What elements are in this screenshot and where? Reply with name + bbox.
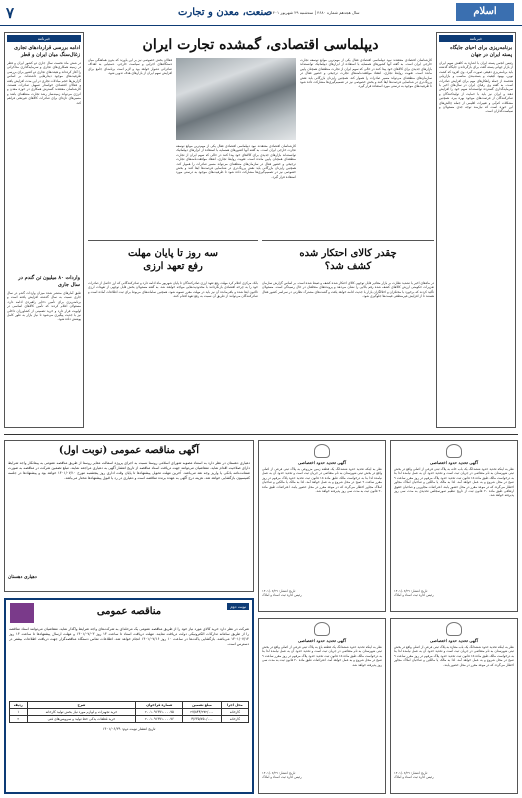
legal-notices-grid [258,440,518,794]
right-box-label: خبرنامه [439,35,513,42]
tender1-ad [4,440,254,592]
table-cell: خرید تجهیزات و لوازم مورد نیاز بخش تولید کارخانه [27,709,136,716]
table-cell: ۱ [10,709,28,716]
lead-body-center: کارشناسان اقتصادی معتقدند نبود دیپلماسی اقتصادی فعال یکی از مهم‌ترین موانع توسعه تجارت خارجی ایران است. به گفته آنها کشورهای همسایه با استفاده از ابزارهای دیپلماتیک توانسته‌اند بازارهای جدیدی برای کالاهای خود پیدا کنند در حالی که سهم ایران از تجارت منطقه‌ای همچنان پایین مانده است. تقویت روابط تجاری، انعقاد موافقت‌نامه‌های تجارت ترجیحی و حضور فعال در سازمان‌های منطقه‌ای می‌تواند مسیر صادرات را هموار کند. همچنین رایزنان بازرگانی باید نقش پررنگ‌تری در شناسایی فرصت‌ها ایفا کنند و بخش خصوصی نیز در تصمیم‌گیری‌ها مشارکت داده شود تا ظرفیت‌های موجود به درستی مورد استفاده قرار گیرد. [176,144,296,179]
left-news-column [4,32,84,428]
table-cell: کارخانه [221,709,248,716]
table-header-cell: مبلغ تضمین [183,702,222,709]
table-header-cell: ردیف [10,702,28,709]
hoarding-title-line2: کشف شد؟ [324,261,372,272]
hoarding-title-line1: چقدر کالای احتکار شده [299,248,397,259]
notice-title: آگهی تحدید حدود اختصاصی [429,460,479,465]
table-cell: ۴/۶۳۵/۷۵۰/۰۰۰ [183,716,222,723]
tender2-ad [4,598,254,794]
currency-title-line2: رفع تعهد ارزی [143,261,203,272]
notice-title: آگهی تحدید حدود اختصاصی [297,638,347,643]
notice-signature: رئیس اداره ثبت اسناد و املاک [262,593,302,597]
left-item1-title: ادامه بررسی قراردادهای تجاری زغال‌سنگ میان ایران و قطر [14,45,80,58]
hoarding-body: در ماه‌های اخیر با تشدید نظارت بر بازار مقادیر قابل توجهی کالای احتکار شده کشف و ضبط شده است. بر اساس گزارش سازمان تعزیرات حکومتی ارزش کالاهای کشف شده رقم بالایی را نشان می‌دهد و پرونده‌های متخلفان در حال رسیدگی است. مسئولان تأکید کردند که برخورد با محتکران و اخلالگران بازار با جدیت ادامه خواهد یافت و گشت‌های مشترک نظارتی در سراسر کشور فعال هستند تا از افزایش غیرمنطقی قیمت‌ها جلوگیری شود. [262,281,434,299]
notice-signature: رئیس اداره ثبت اسناد و املاک [394,775,434,779]
currency-title-line1: سه روز تا پایان مهلت [127,248,219,259]
left-item2-title: واردات ۸۰ میلیون تن گندم در سال جاری [18,275,80,288]
notice-card [390,440,518,612]
notice-body: نظر به اینکه تحدید حدود ششدانگ یک قطعه زمین مزروعی به پلاک ثبتی فرعی از اصلی واقع در بخش ثبتی شهرستان به نام متقاضی در جریان ثبت است و تحدید حدود آن به عمل نیامده لذا بنا به درخواست مالک طبق ماده ۱۵ قانون ثبت تحدید حدود پلاک مرقوم در روز مقرر ساعت ۹ صبح در محل شروع و به عمل خواهد آمد. لذا به مالک یا مالکین و صاحبان املاک مجاور اخطار می‌گردد که در موعد مقرر در محل حضور یابند. اعتراضات طبق ماده ۲۰ قانون ثبت به مدت سی روز پذیرفته خواهد شد. [262,467,382,494]
currency-body: بانک مرکزی اعلام کرد مهلت رفع تعهد ارزی صادرکنندگان تا پایان شهریور ماه ادامه دارد و صادرکنندگانی که ارز حاصل از صادرات خود را به چرخه اقتصادی بازنگردانند با محدودیت‌هایی مواجه خواهند شد. به گفته مسئولان بخش قابل توجهی از تعهدات ارزی تاکنون ایفا شده و باقی‌مانده آن نیز باید در مهلت مقرر تسویه شود. همچنین سامانه‌های مربوط برای ثبت اطلاعات آماده است و صادرکنندگان می‌توانند از طریق آن نسبت به رفع تعهد اقدام کنند. [88,281,258,299]
lead-body-right: کارشناسان اقتصادی معتقدند نبود دیپلماسی اقتصادی فعال یکی از مهم‌ترین موانع توسعه تجارت خارجی ایران است. به گفته آنها کشورهای همسایه با استفاده از ابزارهای دیپلماتیک توانسته‌اند بازارهای جدیدی برای کالاهای خود پیدا کنند در حالی که سهم ایران از تجارت منطقه‌ای همچنان پایین مانده است. تقویت روابط تجاری، انعقاد موافقت‌نامه‌های تجارت ترجیحی و حضور فعال در سازمان‌های منطقه‌ای می‌تواند مسیر صادرات را هموار کند. همچنین رایزنان بازرگانی باید نقش پررنگ‌تری در شناسایی فرصت‌ها ایفا کنند و بخش خصوصی نیز در تصمیم‌گیری‌ها مشارکت داده شود تا ظرفیت‌های موجود به درستی مورد استفاده قرار گیرد. [300,58,432,89]
right-news-column [436,32,516,428]
hoarding-article [262,240,434,430]
notice-card [390,618,518,794]
table-cell: ۲۰۰۱۰۹۱۳۷۱۰۰۰۰۷۶ [136,716,183,723]
table-row [10,709,249,716]
table-cell: ۲۷/۸۴۴/۲۷۲/۰۰۰ [183,709,222,716]
notice-card [258,618,386,794]
tender2-table-header [10,702,249,709]
table-header-cell: شماره فراخوان [136,702,183,709]
notice-body: نظر به اینکه تحدید حدود ششدانگ یک باب مغازه به پلاک ثبتی فرعی از اصلی واقع در بخش ثبتی شهرستان به نام متقاضی در جریان ثبت است و تحدید حدود آن به عمل نیامده لذا بنا به درخواست مالک طبق ماده ۱۵ قانون ثبت تحدید حدود پلاک مرقوم در روز مقرر ساعت ۹ صبح در محل شروع و به عمل خواهد آمد. لذا به مالک یا مالکین و صاحبان املاک مجاور اخطار می‌گردد که در موعد مقرر در محل حضور یابند. [394,645,514,667]
notice-date: تاریخ انتشار: ۱۴۰۱/۰۶/۲۹ [394,589,428,593]
table-header-cell: شرح [27,702,136,709]
tender2-table-body [10,709,249,723]
tender2-round-tag: نوبت دوم [227,603,249,610]
notice-body: نظر به اینکه تحدید حدود ششدانگ یک باب خانه به پلاک ثبتی فرعی از اصلی واقع در بخش ثبتی شهرستان به نام متقاضی در جریان ثبت است و تحدید حدود آن به عمل نیامده لذا بنا به درخواست مالک طبق ماده ۱۵ قانون ثبت تحدید حدود پلاک مرقوم در روز مقرر ساعت ۹ صبح در محل شروع و به عمل خواهد آمد. لذا به مالک یا مالکین و صاحبان املاک مجاور اخطار می‌گردد که در موعد مقرر در محل حضور یابند. اعتراضات مجاورین و صاحبان حقوق ارتفاقی طبق ماده ۲۰ قانون ثبت از تاریخ تنظیم صورتمجلس تحدیدی به مدت سی روز پذیرفته خواهد شد. [394,467,514,498]
table-cell: ۲ [10,716,28,723]
notice-signature: رئیس اداره ثبت اسناد و املاک [394,593,434,597]
emblem-icon [314,622,330,636]
company-logo-icon [10,603,34,623]
page-number: ۷ [6,4,15,22]
notice-title: آگهی تحدید حدود اختصاصی [429,638,479,643]
emblem-icon [446,444,462,458]
table-header-cell: محل اجرا [221,702,248,709]
lead-photo-ship [176,58,296,140]
right-article-title: برنامه‌ریزی برای احیای جایگاه پسته ایران در جهان [450,45,512,58]
notice-card [258,440,386,612]
left-item2-body: طبق آمارهای منتشر شده میزان واردات گندم در سال جاری نسبت به سال گذشته افزایش یافته است و برنامه‌ریزی برای تأمین ذخایر راهبردی ادامه دارد. مسئولان اعلام کردند که تأمین کالاهای اساسی در اولویت قرار دارد و خرید تضمینی از کشاورزان داخلی نیز با جدیت پیگیری می‌شود تا نیاز بازار به طور کامل پوشش داده شود. [7,291,81,322]
left-box-label: خبرنامه [7,35,81,42]
newspaper-logo: اسلام [456,3,514,21]
notice-date: تاریخ انتشار: ۱۴۰۱/۰۶/۲۹ [262,589,296,593]
notice-body: نظر به اینکه تحدید حدود ششدانگ یک قطعه باغ به پلاک ثبتی فرعی از اصلی واقع در بخش ثبتی شهرستان به نام متقاضی در جریان ثبت است و تحدید حدود آن به عمل نیامده لذا بنا به درخواست مالک طبق ماده ۱۵ قانون ثبت تحدید حدود پلاک مرقوم در روز مقرر ساعت ۹ صبح در محل شروع و به عمل خواهد آمد. اعتراضات طبق ماده ۲۰ قانون ثبت به مدت سی روز پذیرفته خواهد شد. [262,645,382,667]
tender1-title: آگهی مناقصه عمومی (نوبت اول) [58,445,200,456]
notice-title: آگهی تحدید حدود اختصاصی [297,460,347,465]
tender2-table [9,701,249,723]
currency-article [88,240,258,430]
tender2-body: شرکت در نظر دارد خرید کالای مورد نیاز خود را از طریق مناقصه عمومی یک مرحله‌ای به شرکت‌های واجد شرایط واگذار نماید. متقاضیان می‌توانند اسناد مناقصه را از طریق سامانه تدارکات الکترونیکی دولت دریافت نمایند. مهلت دریافت اسناد تا ساعت ۱۴ روز ۱۴۰۱/۰۷/۰۳ و مهلت ارسال پیشنهادها تا ساعت ۱۴ روز ۱۴۰۱/۰۷/۱۴ می‌باشد. بازگشایی پاکت‌ها در ساعت ۱۰ روز ۱۴۰۱/۰۷/۱۶ انجام خواهد شد. اطلاعات تماس دستگاه مناقصه‌گزار جهت دریافت اطلاعات بیشتر در دسترس است. [9,627,249,646]
emblem-icon [446,622,462,636]
right-article-body: رئیس انجمن پسته ایران با اشاره به کاهش سهم ایران از بازار جهانی پسته گفت برای بازگرداندن جایگاه گذشته باید برنامه‌ریزی دقیقی صورت گیرد. وی افزود که کشت نوین، بهبود کیفیت و بسته‌بندی مناسب و بازاریابی هدفمند از جمله راهکارهای مهم برای افزایش صادرات است. به گفته وی رقبای ایران در سال‌های اخیر با سرمایه‌گذاری گسترده توانسته‌اند سهم خود را افزایش دهند و ایران نیز باید با حمایت از تولیدکنندگان و صادرکنندگان از فرصت‌های موجود بهره ببرد. همچنین مشکلات کم‌آبی و تغییرات اقلیمی از جمله چالش‌های این حوزه است که نیازمند توجه جدی مسئولان و سیاست‌گذاران است. [439,61,513,114]
table-row [10,716,249,723]
tender2-footer: تاریخ انتشار نوبت دوم: ۱۴۰۱/۰۶/۲۹ [102,727,156,731]
left-item1-body: در شش ماه نخست سال جاری دو کشور ایران و قطر در زمینه همکاری‌های تجاری و سرمایه‌گذاری مذاکراتی را آغاز کرده‌اند و هیئت‌های تجاری دو کشور برای بررسی ظرفیت‌های موجود دیدارهایی داشته‌اند. بر اساس گزارش‌ها حجم مبادلات تجاری در این مدت افزایش یافته و فعالان اقتصادی خواستار تسهیل صادرات هستند. کارشناسان معتقدند گسترش همکاری در حوزه معدن و انرژی می‌تواند زمینه‌ساز رشد تجارت منطقه‌ای باشد و مسیرهای تازه‌ای برای صادرات کالاهای غیرنفتی فراهم کند. [7,61,81,105]
table-cell: کارخانه [221,716,248,723]
page-header [0,0,522,26]
section-title: صنعت، معدن و تجارت [178,7,272,18]
emblem-icon [314,444,330,458]
issue-meta: سال هجدهم شماره ۴۶۸۰ | سه‌شنبه ۲۹ شهریور ۱۴۰۱ [270,10,360,15]
lead-headline: دیپلماسی اقتصادی، گمشده تجارت ایران [142,37,379,53]
tender1-body: دهیاری دهستان در نظر دارد به استناد مصوبه شورای اسلامی روستا نسبت به اجرای پروژه آسفالت معابر روستا از طریق مناقصه عمومی به پیمانکار واجد شرایط دارای صلاحیت اقدام نماید. متقاضیان می‌توانند جهت دریافت اسناد مناقصه از تاریخ انتشار آگهی به دهیاری مراجعه نمایند. مبلغ تضمین شرکت در مناقصه به صورت ضمانت‌نامه بانکی یا واریز وجه نقد می‌باشد. آخرین مهلت تحویل پیشنهادها تا پایان وقت اداری روز پنجشنبه مورخ ۱۴۰۱/۰۷/۱۰ خواهد بود و پیشنهادها در جلسه کمیسیون بازگشایی خواهد شد. هزینه درج آگهی به عهده برنده مناقصه است و دهیاری در رد یا قبول پیشنهادها مختار می‌باشد. [8,461,250,480]
tender1-signature: دهیاری دهستان [8,575,37,580]
notice-signature: رئیس اداره ثبت اسناد و املاک [262,775,302,779]
tender2-title: مناقصه عمومی [96,606,162,617]
table-cell: ۲۰۰۱۰۹۱۳۷۱۰۰۰۰۷۵ [136,709,183,716]
notice-date: تاریخ انتشار: ۱۴۰۱/۰۶/۲۹ [262,771,296,775]
table-cell: خرید قطعات یدکی خط تولید و سرویس‌های فنی [27,716,136,723]
lead-body-left: فعالان بخش خصوصی نیز بر این باورند که بدون هماهنگی میان دستگاه‌های اجرایی و سیاست خارجی، دستیابی به اهداف صادراتی دشوار خواهد بود و لازم است برنامه‌ای جامع برای افزایش سهم ایران از بازارهای هدف تدوین شود. [88,58,172,76]
notice-date: تاریخ انتشار: ۱۴۰۱/۰۶/۲۹ [394,771,428,775]
section-divider [4,434,518,435]
